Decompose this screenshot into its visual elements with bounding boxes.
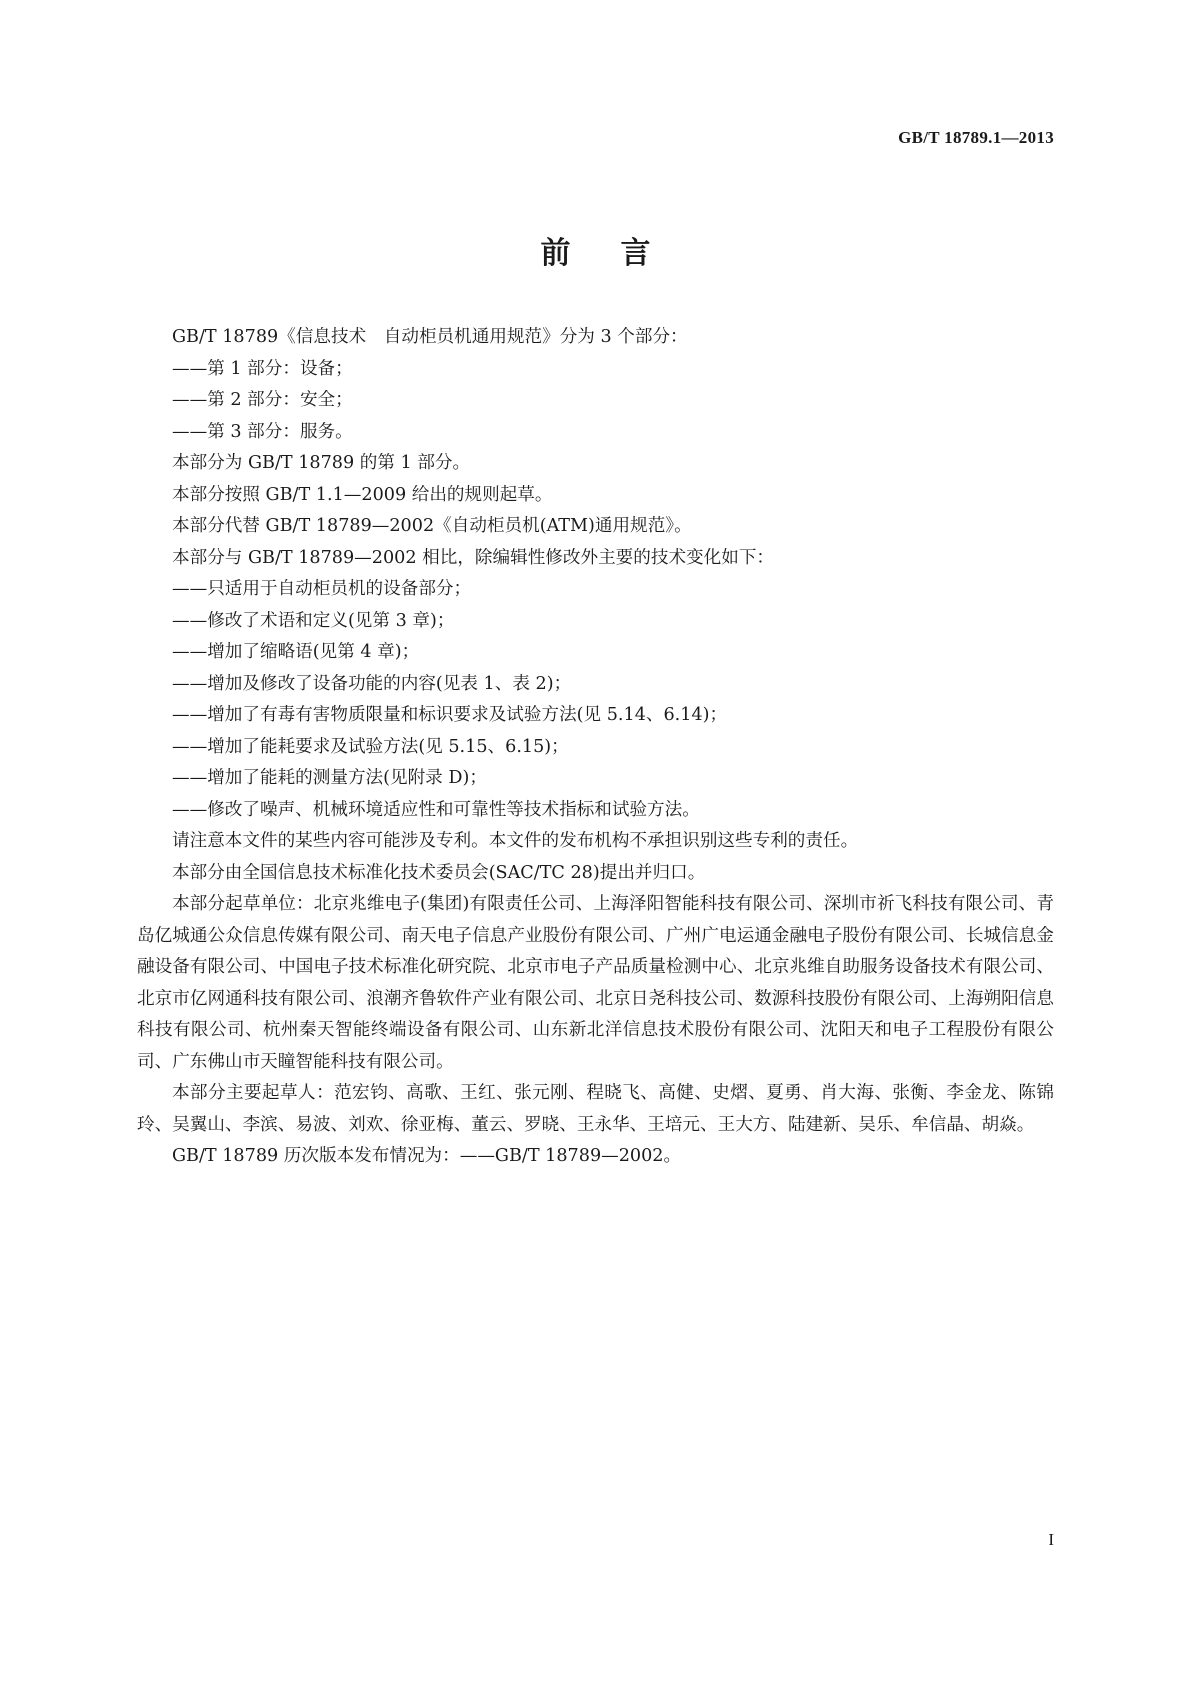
page-title: 前言 [540,236,701,271]
replaces-statement: 本部分代替 GB/T 18789—2002《自动柜员机(ATM)通用规范》。 [172,516,692,536]
list-item-change: ——只适用于自动柜员机的设备部分； [172,579,472,599]
main-drafters: 本部分主要起草人：范宏钧、高歌、王红、张元刚、程晓飞、高健、史熠、夏勇、肖大海、张衡、李金龙、陈锦玲、吴翼山、李滨、易波、刘欢、徐亚梅、董云、罗晓、王永华、王培元、王大方、陆建新、吴乐、牟信晶、胡焱。 [137,1083,1054,1135]
list-item-change: ——增加及修改了设备功能的内容(见表 1、表 2)； [172,673,572,694]
list-item-change: ——修改了术语和定义(见第 3 章)； [172,610,455,631]
patent-notice: 请注意本文件的某些内容可能涉及专利。本文件的发布机构不承担识别这些专利的责任。 [172,831,859,851]
list-item-part-1: ——第 1 部分：设备； [172,358,353,379]
drafting-rules: 本部分按照 GB/T 1.1—2009 给出的规则起草。 [172,484,553,505]
drafting-organizations: 本部分起草单位：北京兆维电子(集团)有限责任公司、上海泽阳智能科技有限公司、深圳市祈飞科技有限公司、青岛亿城通公众信息传媒有限公司、南天电子信息产业股份有限公司、广州广电运通金融电子股份有限公司、长城信息金融设备有限公司、中国电子技术标准化研究院、北京市电子产品质量检测中心、北京兆维自助服务设备技术有限公司、北京市亿网通科技有限公司、浪潮齐鲁软件产业有限公司、北京日尧科技公司、数源科技股份有限公司、上海朔阳信息科技有限公司、杭州秦天智能终端设备有限公司、山东新北洋信息技术股份有限公司、沈阳天和电子工程股份有限公司、广东佛山市天瞳智能科技有限公司。 [137,894,1054,1072]
list-item-part-2: ——第 2 部分：安全； [172,390,353,410]
list-item-change: ——增加了能耗要求及试验方法(见 5.15、6.15)； [172,736,569,757]
version-history: GB/T 18789 历次版本发布情况为：——GB/T 18789—2002。 [172,1146,682,1166]
part-statement: 本部分为 GB/T 18789 的第 1 部分。 [172,453,471,473]
list-item-change: ——增加了有毒有害物质限量和标识要求及试验方法(见 5.14、6.14)； [172,705,728,725]
list-item-change: ——增加了能耗的测量方法(见附录 D)； [172,768,487,788]
list-item-change: ——增加了缩略语(见第 4 章)； [172,642,420,662]
list-item-part-3: ——第 3 部分：服务。 [172,421,353,442]
list-item-change: ——修改了噪声、机械环境适应性和可靠性等技术指标和试验方法。 [172,799,700,820]
proposer-statement: 本部分由全国信息技术标准化技术委员会(SAC/TC 28)提出并归口。 [172,862,706,883]
parts-intro: GB/T 18789《信息技术 自动柜员机通用规范》分为 3 个部分： [172,327,688,347]
changes-intro: 本部分与 GB/T 18789—2002 相比，除编辑性修改外主要的技术变化如下： [172,547,775,568]
standard-code: GB/T 18789.1—2013 [898,128,1054,147]
page-number: I [1048,1530,1054,1549]
foreword-body [137,322,1054,1173]
